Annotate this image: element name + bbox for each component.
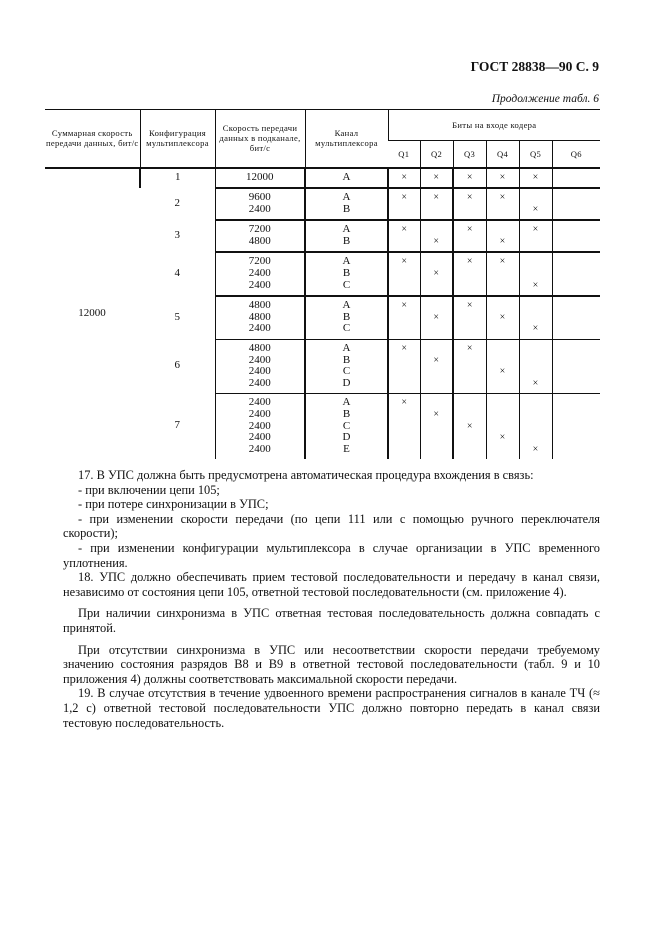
q2-cell	[420, 168, 453, 189]
speed-value: 2400	[248, 376, 271, 389]
bit-mark: ×	[532, 443, 539, 455]
q3-cell	[453, 188, 486, 220]
q3-cell	[453, 296, 486, 339]
channel-value: C	[342, 278, 351, 291]
bit-mark: ×	[532, 171, 539, 183]
speed-value: 2400	[248, 396, 271, 409]
paragraph: При наличии синхронизма в УПС ответная тестовая последовательность должна совпадать с принятой.	[63, 606, 600, 635]
header-q1: Q1	[398, 148, 410, 159]
bit-mark: ×	[401, 192, 408, 204]
q3-cell	[453, 168, 486, 189]
speed-cell	[215, 340, 305, 394]
bit-mark: ×	[466, 420, 473, 432]
speed-value: 4800	[248, 342, 271, 355]
header-q6: Q6	[552, 141, 600, 168]
q2-cell	[420, 220, 453, 252]
q2-cell	[420, 296, 453, 339]
channel-cell	[305, 220, 388, 252]
speed-value: 2400	[248, 353, 271, 366]
q4-cell	[486, 340, 519, 394]
q5-cell	[519, 220, 552, 252]
speed-value: 2400	[248, 202, 271, 215]
paragraph: - при изменении конфигурации мультиплексора в случае организации в УПС временного уплотнения.	[63, 540, 600, 570]
speed-value: 4800	[248, 299, 271, 312]
speed-cell	[215, 296, 305, 339]
q5-cell	[519, 252, 552, 296]
q4-cell	[486, 188, 519, 220]
q1-cell	[388, 296, 420, 339]
channel-cell	[305, 340, 388, 394]
config-cell: 4	[174, 267, 180, 280]
channel-cell	[305, 188, 388, 220]
bit-mark: ×	[401, 256, 408, 268]
q3-cell	[453, 340, 486, 394]
channel-value: A	[342, 223, 351, 236]
q2-cell	[420, 252, 453, 296]
channel-value: B	[342, 310, 351, 323]
table-row	[45, 168, 600, 189]
channel-value: E	[343, 442, 350, 455]
speed-value: 2400	[248, 408, 271, 420]
config-cell: 3	[174, 229, 180, 242]
channel-value: B	[342, 408, 351, 420]
bit-mark: ×	[401, 397, 408, 409]
speed-value: 2400	[248, 322, 271, 335]
q4-cell	[486, 220, 519, 252]
speed-value: 4800	[248, 234, 271, 247]
config-cell: 6	[174, 359, 180, 372]
speed-value: 4800	[248, 310, 271, 323]
q6-cell	[552, 252, 600, 296]
speed-cell	[215, 188, 305, 220]
q3-cell	[453, 220, 486, 252]
total-speed-cell: 12000	[78, 306, 106, 319]
bit-mark: ×	[466, 343, 473, 355]
q6-cell	[552, 168, 600, 189]
bit-mark: ×	[401, 343, 408, 355]
channel-value: B	[342, 202, 351, 215]
bit-mark: ×	[499, 256, 506, 268]
page-header: ГОСТ 28838—90 С. 9	[470, 59, 599, 74]
channel-value: C	[342, 365, 351, 378]
channel-value: A	[342, 255, 351, 268]
channel-value: B	[342, 234, 351, 247]
speed-value: 9600	[248, 191, 271, 204]
channel-cell	[305, 168, 388, 189]
bit-mark: ×	[401, 171, 408, 183]
q6-cell	[552, 394, 600, 459]
bit-mark: ×	[466, 192, 473, 204]
channel-value: A	[342, 299, 351, 312]
channel-value: A	[342, 170, 351, 183]
bit-mark: ×	[532, 224, 539, 236]
config-cell: 5	[174, 310, 180, 323]
bit-mark: ×	[532, 377, 539, 389]
channel-cell	[305, 394, 388, 459]
header-config: Конфигурация мультиплексора	[140, 110, 215, 168]
bit-mark: ×	[466, 224, 473, 236]
header-q5: Q5	[519, 141, 552, 168]
speed-value: 2400	[248, 278, 271, 291]
bit-mark: ×	[433, 235, 440, 247]
channel-value: C	[342, 419, 351, 432]
header-total-speed: Суммарная скорость передачи данных, бит/с	[45, 110, 140, 168]
q2-cell	[420, 394, 453, 459]
header-bits: Биты на входе кодера	[388, 110, 600, 141]
speed-cell	[215, 394, 305, 459]
q6-cell	[552, 296, 600, 339]
header-q3: Q3	[453, 141, 486, 168]
q4-cell	[486, 252, 519, 296]
paragraph: - при включении цепи 105;	[78, 482, 220, 497]
bit-mark: ×	[532, 323, 539, 335]
q4-cell	[486, 168, 519, 189]
q3-cell	[453, 252, 486, 296]
bit-mark: ×	[499, 311, 506, 323]
q2-cell	[420, 188, 453, 220]
bit-mark: ×	[433, 268, 440, 280]
header-q2: Q2	[420, 141, 453, 168]
speed-value: 2400	[248, 431, 271, 444]
speed-cell	[215, 168, 305, 189]
config-cell: 2	[174, 196, 180, 209]
channel-value: B	[342, 267, 351, 280]
bit-mark: ×	[532, 279, 539, 291]
channel-cell	[305, 296, 388, 339]
bit-mark: ×	[499, 192, 506, 204]
bit-mark: ×	[433, 311, 440, 323]
q1-cell	[388, 220, 420, 252]
bit-mark: ×	[499, 235, 506, 247]
bit-mark: ×	[433, 354, 440, 366]
channel-value: D	[342, 376, 351, 389]
header-channel: Канал мультиплексора	[305, 110, 388, 168]
bit-mark: ×	[433, 192, 440, 204]
table-continuation-label: Продолжение табл. 6	[491, 93, 599, 105]
paragraph: 17. В УПС должна быть предусмотрена автоматическая процедура вхождения в связь:	[78, 468, 534, 482]
bit-mark: ×	[499, 432, 506, 444]
q6-cell	[552, 188, 600, 220]
q4-cell	[486, 394, 519, 459]
speed-value: 7200	[248, 255, 271, 268]
bit-mark: ×	[466, 171, 473, 183]
channel-value: A	[342, 342, 351, 355]
config-cell: 7	[174, 419, 180, 432]
bit-mark: ×	[401, 224, 408, 236]
bit-mark: ×	[499, 366, 506, 378]
speed-cell	[215, 220, 305, 252]
multiplexer-table	[45, 109, 600, 459]
channel-value: B	[342, 353, 351, 366]
paragraph: 18. УПС должно обеспечивать прием тестовой последовательности и передачу в канал связи, независимо от состояния цепи 105, ответной тестовой последовательности (см. приложение 4).	[63, 570, 600, 599]
paragraph: - при потере синхронизации в УПС;	[78, 497, 269, 512]
bit-mark: ×	[433, 409, 440, 420]
q5-cell	[519, 340, 552, 394]
q6-cell	[552, 340, 600, 394]
q2-cell	[420, 340, 453, 394]
paragraph: При отсутствии синхронизма в УПС или несоответствии скорости передачи требуемому значению состояния разрядов В8 и В9 в ответной тестовой последовательности (табл. 9 и 10 приложения 4) должны соответствовать максимальной скорости передачи.	[63, 642, 600, 686]
bit-mark: ×	[466, 300, 473, 312]
q5-cell	[519, 394, 552, 459]
bit-mark: ×	[401, 300, 408, 312]
speed-value: 7200	[248, 223, 271, 236]
q3-cell	[453, 394, 486, 459]
channel-value: A	[342, 191, 351, 204]
q1-cell	[388, 168, 420, 189]
q5-cell	[519, 296, 552, 339]
config-cell: 1	[140, 168, 215, 189]
speed-value: 2400	[248, 267, 271, 280]
document-body	[63, 468, 600, 730]
paragraph: - при изменении скорости передачи (по цепи 111 или с помощью ручного переключателя скорости);	[63, 511, 600, 541]
q5-cell	[519, 188, 552, 220]
speed-value: 2400	[248, 365, 271, 378]
bit-mark: ×	[466, 256, 473, 268]
q5-cell	[519, 168, 552, 189]
channel-value: D	[342, 431, 351, 444]
q1-cell	[388, 188, 420, 220]
bit-mark: ×	[532, 203, 539, 215]
q1-cell	[388, 394, 420, 459]
bit-mark: ×	[499, 171, 506, 183]
speed-value: 2400	[248, 442, 271, 455]
header-sub-speed: Скорость передачи данных в подканале, бит/с	[215, 110, 305, 168]
bit-mark: ×	[433, 171, 440, 183]
speed-value: 2400	[248, 419, 271, 432]
q1-cell	[388, 252, 420, 296]
header-q4: Q4	[486, 141, 519, 168]
channel-value: C	[342, 322, 351, 335]
channel-value: A	[342, 396, 351, 409]
speed-value: 12000	[246, 170, 274, 183]
q6-cell	[552, 220, 600, 252]
paragraph: 19. В случае отсутствия в течение удвоенного времени распространения сигналов в канале ТЧ (≈ 1,2 с) ответной тестовой последовательности УПС должно повторно передать в канал связи тестовую последовательность.	[63, 686, 600, 730]
channel-cell	[305, 252, 388, 296]
q1-cell	[388, 340, 420, 394]
q4-cell	[486, 296, 519, 339]
speed-cell	[215, 252, 305, 296]
